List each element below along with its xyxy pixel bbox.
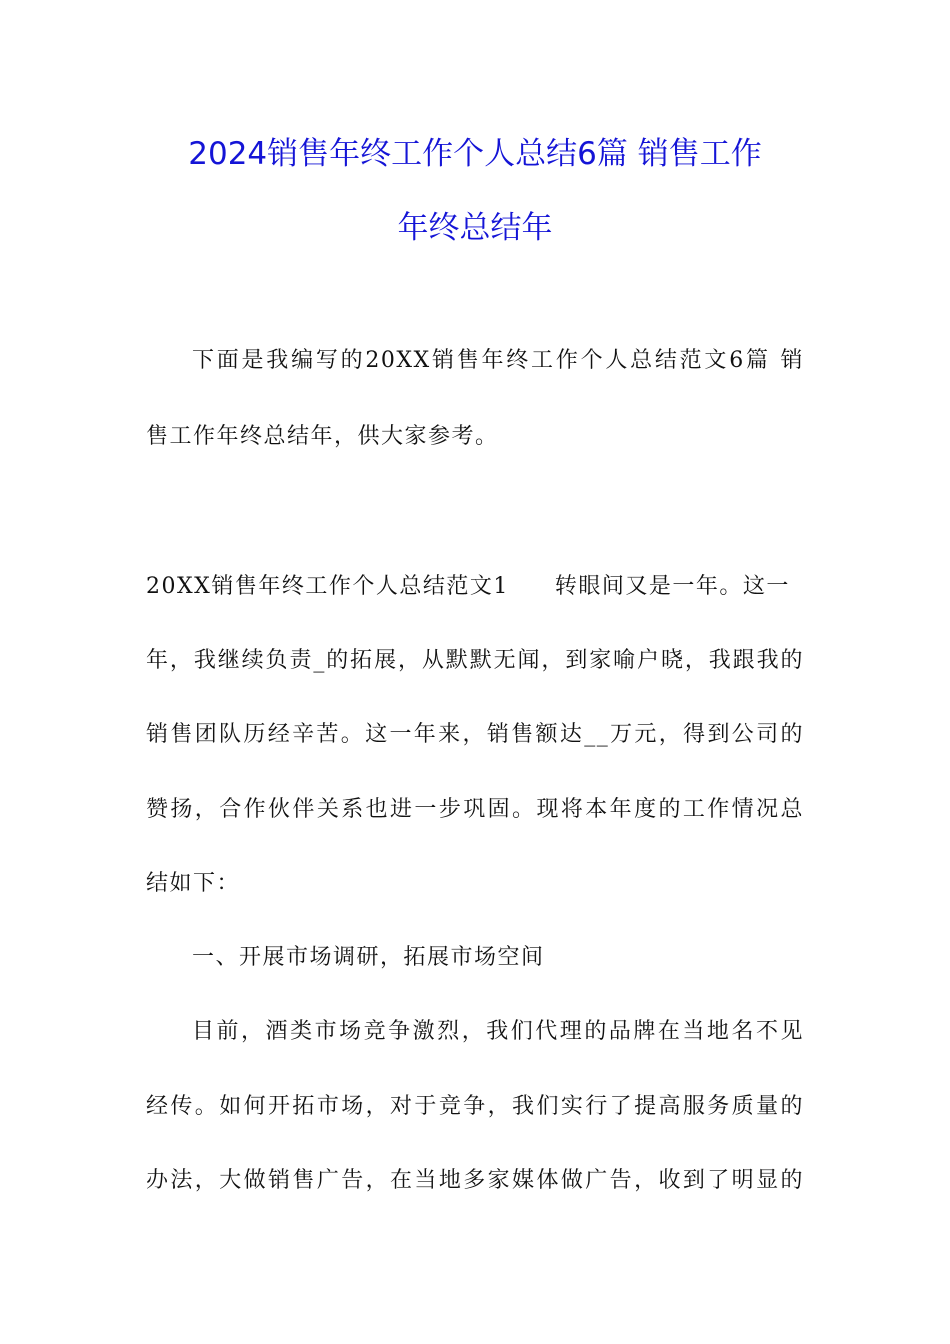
section-1-line-4: 赞扬，合作伙伴关系也进一步巩固。现将本年度的工作情况总 (146, 797, 804, 822)
section-1-first-line (146, 572, 804, 602)
section-1-line-1-tail: 转眼间又是一年。这一 (554, 574, 790, 599)
section-1-line-3: 销售团队历经辛苦。这一年来，销售额达__万元，得到公司的 (146, 722, 804, 747)
para-2-line-3: 办法，大做销售广告，在当地多家媒体做广告，收到了明显的 (146, 1168, 804, 1193)
intro-line-1: 下面是我编写的20XX销售年终工作个人总结范文6篇 销 (192, 348, 804, 373)
para-2-line-1: 目前，酒类市场竞争激烈，我们代理的品牌在当地名不见 (192, 1019, 804, 1044)
para-2-line-2: 经传。如何开拓市场，对于竞争，我们实行了提高服务质量的 (146, 1094, 804, 1119)
section-1-heading: 20XX销售年终工作个人总结范文1 (146, 574, 509, 599)
document-title-line-1: 2024销售年终工作个人总结6篇 销售工作 (188, 136, 762, 172)
intro-line-2: 售工作年终总结年，供大家参考。 (146, 424, 499, 449)
subheading-1: 一、开展市场调研，拓展市场空间 (192, 945, 545, 970)
document-title-line-2: 年终总结年 (397, 210, 553, 246)
section-1-line-5: 结如下： (146, 871, 241, 896)
section-1-line-2: 年，我继续负责_的拓展，从默默无闻，到家喻户晓，我跟我的 (146, 648, 804, 673)
